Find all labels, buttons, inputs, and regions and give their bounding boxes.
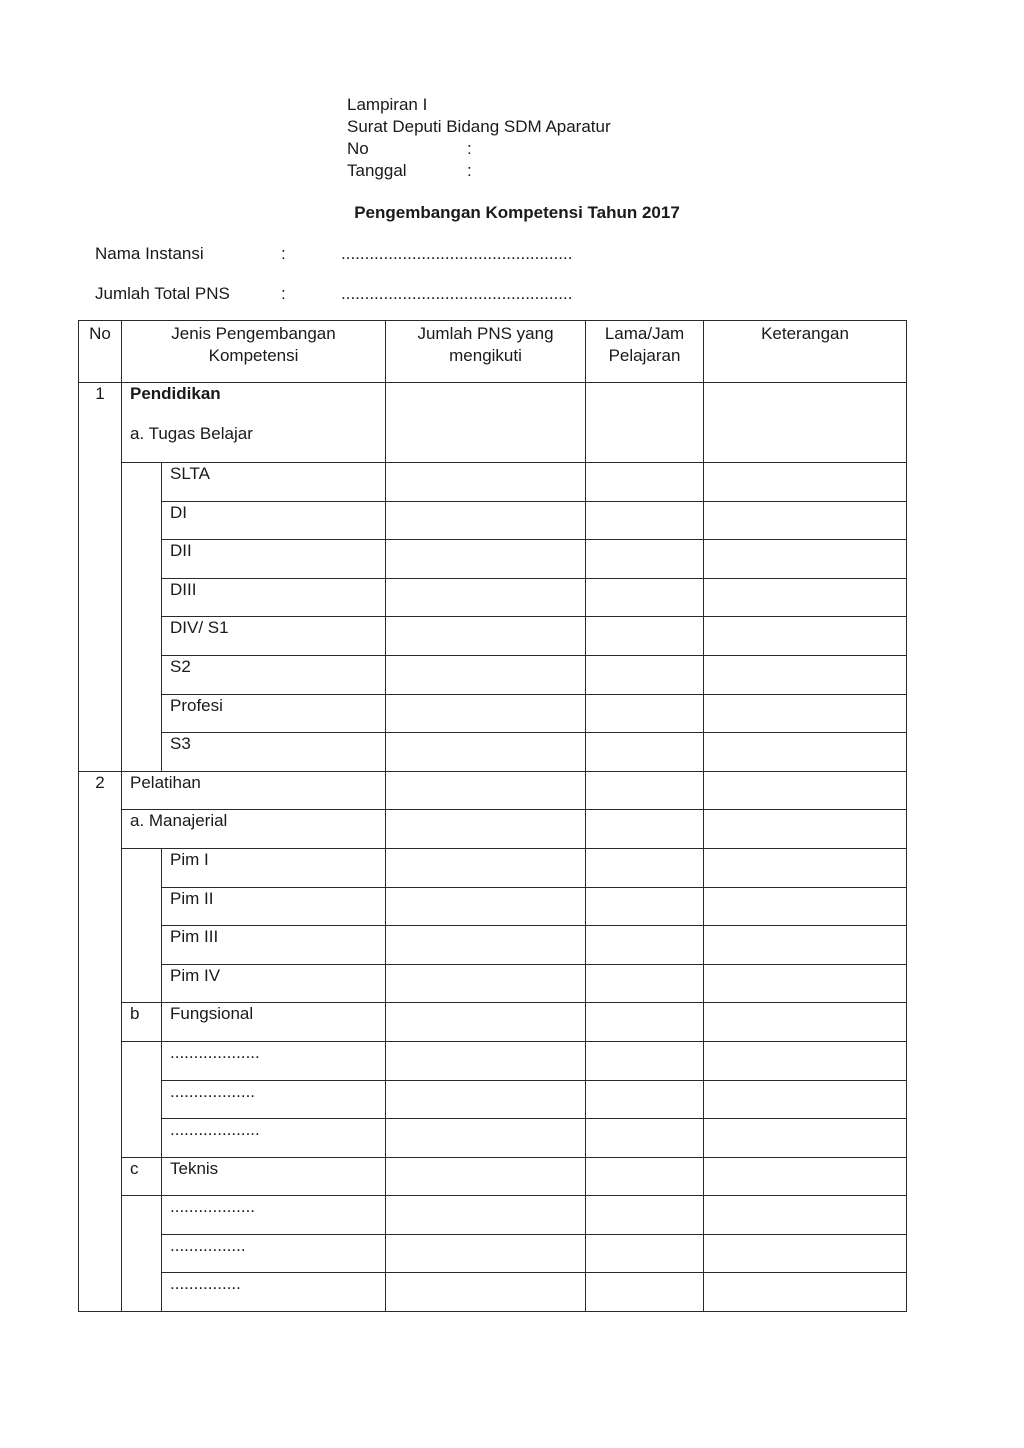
subsection-label: Teknis [162, 1157, 386, 1196]
table-row [79, 383, 907, 463]
jumlah-cell[interactable] [386, 540, 586, 579]
attachment-line-2: Surat Deputi Bidang SDM Aparatur [347, 117, 611, 136]
table-row [79, 1196, 907, 1235]
keterangan-cell[interactable] [704, 1273, 907, 1312]
jumlah-cell[interactable] [386, 694, 586, 733]
lama-cell[interactable] [586, 810, 704, 849]
subsection-letter: c [122, 1157, 162, 1196]
competency-table [78, 320, 907, 1312]
keterangan-cell[interactable] [704, 694, 907, 733]
attachment-header [347, 94, 611, 182]
keterangan-cell[interactable] [704, 463, 907, 502]
table-row [79, 848, 907, 887]
jumlah-cell[interactable] [386, 1273, 586, 1312]
jumlah-cell[interactable] [386, 887, 586, 926]
header-no: No [79, 321, 122, 383]
table-row [79, 540, 907, 579]
jumlah-cell[interactable] [386, 733, 586, 772]
jumlah-cell[interactable] [386, 810, 586, 849]
keterangan-cell[interactable] [704, 501, 907, 540]
subsection-letter: b [122, 1003, 162, 1042]
keterangan-cell[interactable] [704, 733, 907, 772]
table-row [79, 887, 907, 926]
jumlah-cell[interactable] [386, 655, 586, 694]
row-number: 1 [79, 383, 122, 772]
table-row [79, 1003, 907, 1042]
keterangan-cell[interactable] [704, 887, 907, 926]
item-label: S3 [162, 733, 386, 772]
jumlah-cell[interactable] [386, 926, 586, 965]
field-colon: : [281, 244, 286, 263]
lama-cell[interactable] [586, 848, 704, 887]
indent-cell [122, 463, 162, 772]
lama-cell[interactable] [586, 501, 704, 540]
subsection-label: Fungsional [162, 1003, 386, 1042]
attachment-tanggal-label: Tanggal [347, 161, 407, 180]
item-label: Pim II [162, 887, 386, 926]
table-row [79, 964, 907, 1003]
jumlah-cell[interactable] [386, 383, 586, 463]
lama-cell[interactable] [586, 655, 704, 694]
header-keterangan: Keterangan [704, 321, 907, 383]
lama-cell[interactable] [586, 463, 704, 502]
item-label: DIII [162, 578, 386, 617]
header-jenis: Jenis Pengembangan Kompetensi [122, 321, 386, 383]
table-row [79, 578, 907, 617]
jumlah-cell[interactable] [386, 1080, 586, 1119]
item-label: SLTA [162, 463, 386, 502]
attachment-tanggal-colon: : [467, 161, 472, 180]
jumlah-cell[interactable] [386, 1234, 586, 1273]
item-label: ................... [162, 1119, 386, 1158]
keterangan-cell[interactable] [704, 578, 907, 617]
field-nama-instansi [95, 244, 572, 264]
table-row [79, 733, 907, 772]
lama-cell[interactable] [586, 733, 704, 772]
keterangan-cell[interactable] [704, 617, 907, 656]
jumlah-cell[interactable] [386, 964, 586, 1003]
lama-cell[interactable] [586, 540, 704, 579]
jumlah-cell[interactable] [386, 578, 586, 617]
keterangan-cell[interactable] [704, 964, 907, 1003]
lama-cell[interactable] [586, 887, 704, 926]
item-label: DIV/ S1 [162, 617, 386, 656]
jumlah-cell[interactable] [386, 848, 586, 887]
lama-cell[interactable] [586, 1003, 704, 1042]
lama-cell[interactable] [586, 1234, 704, 1273]
table-row [79, 810, 907, 849]
subsection-label: a. Tugas Belajar [130, 424, 253, 443]
lama-cell[interactable] [586, 964, 704, 1003]
field-jumlah-total-pns [95, 284, 572, 304]
lama-cell[interactable] [586, 383, 704, 463]
section-title: Pendidikan [130, 384, 221, 403]
row-number: 2 [79, 771, 122, 1311]
jumlah-cell[interactable] [386, 617, 586, 656]
keterangan-cell[interactable] [704, 1119, 907, 1158]
indent-cell [122, 1041, 162, 1157]
item-label: Profesi [162, 694, 386, 733]
table-row [79, 617, 907, 656]
section-title: Pelatihan [122, 771, 386, 810]
jumlah-cell[interactable] [386, 1119, 586, 1158]
keterangan-cell[interactable] [704, 383, 907, 463]
item-label: S2 [162, 655, 386, 694]
subsection-label: a. Manajerial [122, 810, 386, 849]
lama-cell[interactable] [586, 1041, 704, 1080]
jumlah-cell[interactable] [386, 463, 586, 502]
attachment-no-colon: : [467, 139, 472, 158]
keterangan-cell[interactable] [704, 1234, 907, 1273]
table-row [79, 463, 907, 502]
keterangan-cell[interactable] [704, 1196, 907, 1235]
table-row [79, 1157, 907, 1196]
item-label: Pim IV [162, 964, 386, 1003]
item-label: .................. [162, 1196, 386, 1235]
field-colon: : [281, 284, 286, 303]
table-row [79, 1273, 907, 1312]
lama-cell[interactable] [586, 578, 704, 617]
keterangan-cell[interactable] [704, 1041, 907, 1080]
lama-cell[interactable] [586, 926, 704, 965]
jumlah-cell[interactable] [386, 771, 586, 810]
header-jumlah: Jumlah PNS yang mengikuti [386, 321, 586, 383]
field-value: ................................................. [341, 244, 573, 263]
item-label: Pim I [162, 848, 386, 887]
jumlah-cell[interactable] [386, 1003, 586, 1042]
item-label: DI [162, 501, 386, 540]
item-label: .................. [162, 1080, 386, 1119]
table-row [79, 1041, 907, 1080]
item-label: ............... [162, 1273, 386, 1312]
table-row [79, 694, 907, 733]
jumlah-cell[interactable] [386, 1157, 586, 1196]
keterangan-cell[interactable] [704, 1157, 907, 1196]
lama-cell[interactable] [586, 1273, 704, 1312]
keterangan-cell[interactable] [704, 1003, 907, 1042]
table-row [79, 1234, 907, 1273]
lama-cell[interactable] [586, 1196, 704, 1235]
lama-cell[interactable] [586, 1157, 704, 1196]
item-label: DII [162, 540, 386, 579]
item-label: ................... [162, 1041, 386, 1080]
table-row [79, 771, 907, 810]
lama-cell[interactable] [586, 771, 704, 810]
indent-cell [122, 1196, 162, 1312]
indent-cell [122, 848, 162, 1002]
lama-cell[interactable] [586, 694, 704, 733]
table-row [79, 501, 907, 540]
table-row [79, 655, 907, 694]
lama-cell[interactable] [586, 1080, 704, 1119]
field-value: ................................................. [341, 284, 573, 303]
attachment-line-1: Lampiran I [347, 95, 428, 114]
keterangan-cell[interactable] [704, 926, 907, 965]
attachment-no-label: No [347, 139, 369, 158]
section-cell [122, 383, 386, 463]
field-label: Nama Instansi [95, 244, 204, 263]
table-row [79, 1119, 907, 1158]
header-lama: Lama/Jam Pelajaran [586, 321, 704, 383]
item-label: ................ [162, 1234, 386, 1273]
lama-cell[interactable] [586, 617, 704, 656]
jumlah-cell[interactable] [386, 1196, 586, 1235]
table-row [79, 1080, 907, 1119]
keterangan-cell[interactable] [704, 810, 907, 849]
keterangan-cell[interactable] [704, 1080, 907, 1119]
jumlah-cell[interactable] [386, 501, 586, 540]
item-label: Pim III [162, 926, 386, 965]
keterangan-cell[interactable] [704, 848, 907, 887]
table-header-row [79, 321, 907, 383]
field-label: Jumlah Total PNS [95, 284, 230, 303]
keterangan-cell[interactable] [704, 655, 907, 694]
jumlah-cell[interactable] [386, 1041, 586, 1080]
lama-cell[interactable] [586, 1119, 704, 1158]
keterangan-cell[interactable] [704, 771, 907, 810]
keterangan-cell[interactable] [704, 540, 907, 579]
document-title: Pengembangan Kompetensi Tahun 2017 [354, 203, 680, 222]
table-row [79, 926, 907, 965]
